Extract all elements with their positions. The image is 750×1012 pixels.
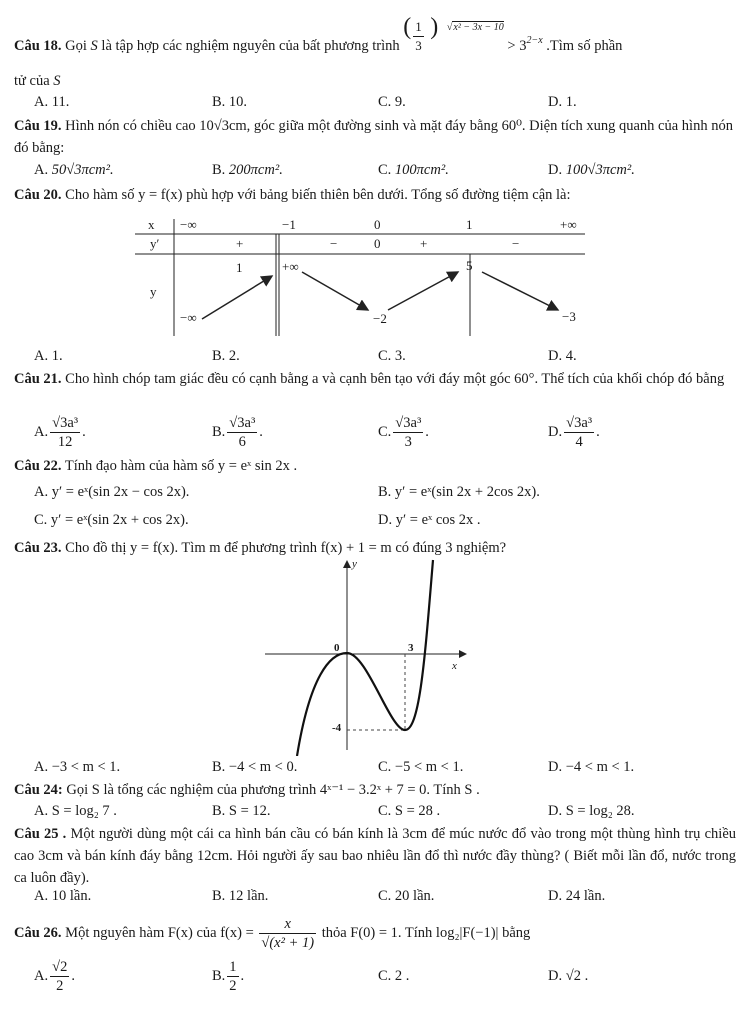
option-value: 4. bbox=[565, 348, 577, 364]
derivative-sign: − bbox=[330, 236, 338, 251]
option-a[interactable] bbox=[34, 886, 91, 906]
option-value: −3 < m < 1. bbox=[51, 759, 121, 775]
option-value: 200πcm². bbox=[228, 162, 283, 178]
question-label: Câu 24: bbox=[14, 782, 63, 798]
rhs: > 3 bbox=[507, 38, 527, 54]
option-value: 50√3πcm². bbox=[51, 162, 114, 178]
question-text: Gọi bbox=[65, 38, 87, 54]
option-d[interactable] bbox=[548, 757, 634, 777]
integrand-fraction bbox=[259, 915, 316, 952]
option-value: 3. bbox=[394, 348, 406, 364]
question-text: Một nguyên hàm F(x) của f(x) = bbox=[65, 924, 254, 941]
fraction-numerator: 1 bbox=[229, 959, 237, 975]
fraction-denominator: 6 bbox=[238, 434, 246, 450]
fraction-numerator: x bbox=[259, 915, 316, 934]
option-d[interactable]: D. $\frac{\text{√3a³}}{4}$ . bbox=[548, 415, 600, 450]
question-21 bbox=[14, 368, 736, 390]
option-a[interactable] bbox=[34, 757, 120, 777]
option-b[interactable] bbox=[212, 92, 247, 112]
option-value: 12 lần. bbox=[228, 888, 269, 904]
option-value: −5 < m < 1. bbox=[394, 759, 464, 775]
y-value: +∞ bbox=[282, 259, 299, 274]
option-label: B. bbox=[212, 162, 226, 178]
rhs-exponent: 2−x bbox=[526, 35, 543, 46]
option-label: A. bbox=[34, 162, 49, 178]
option-label: B. bbox=[212, 759, 226, 775]
option-label: B. bbox=[212, 967, 226, 984]
option-d[interactable] bbox=[548, 346, 577, 366]
option-value: 11. bbox=[51, 94, 70, 110]
table-yprime-label: y′ bbox=[150, 236, 160, 251]
fraction-denominator: 3 bbox=[415, 38, 422, 53]
option-label: C. bbox=[378, 348, 392, 364]
question-text: Một người dùng một cái ca hình bán cầu có bán kính là 3cm để múc nước đổ vào trong một thùng hình trụ chiều cao 3cm và bán kính đáy bằng 12cm. Hỏi người ấy sau bao nhiêu lần đổ thì nước đầy thùng? ( Biết mỗi lần đổ, nước trong ca luôn đầy). bbox=[14, 826, 737, 886]
option-c[interactable]: C. $\frac{\text{√3a³}}{3}$ . bbox=[378, 415, 429, 450]
option-d[interactable] bbox=[548, 801, 635, 821]
option-value: y′ = eˣ cos 2x . bbox=[395, 512, 481, 528]
fraction-denominator: 2 bbox=[56, 978, 64, 994]
option-value: 10. bbox=[228, 94, 248, 110]
fraction-numerator: √3a³ bbox=[229, 415, 256, 431]
x-tick-label: 3 bbox=[408, 642, 414, 654]
option-b[interactable] bbox=[212, 160, 283, 180]
option-label: A. bbox=[34, 423, 49, 440]
radicand: x² − 3x − 10 bbox=[453, 22, 504, 33]
option-a[interactable]: A. $\frac{\text{√3a³}}{12}$ . bbox=[34, 415, 86, 450]
increasing-arrow bbox=[388, 272, 458, 310]
question-text: thỏa F(0) = 1. Tính log₂|F(−1)| bằng bbox=[321, 924, 531, 941]
option-b[interactable] bbox=[212, 801, 271, 821]
question-19 bbox=[14, 115, 736, 159]
y-value: 5 bbox=[466, 258, 473, 273]
x-axis-label: x bbox=[452, 660, 457, 672]
y-value: 1 bbox=[236, 260, 243, 275]
option-label: B. bbox=[212, 803, 226, 819]
option-label: C. bbox=[378, 888, 392, 904]
question-26 bbox=[14, 915, 736, 952]
option-label: C. bbox=[378, 423, 392, 440]
option-c[interactable] bbox=[378, 346, 406, 366]
question-text: Cho đồ thị y = f(x). Tìm m để phương trình f(x) + 1 = m có đúng 3 nghiệm? bbox=[65, 540, 507, 556]
option-label: D. bbox=[548, 348, 563, 364]
option-value: y′ = eˣ(sin 2x − cos 2x). bbox=[51, 484, 190, 500]
option-d[interactable] bbox=[548, 886, 605, 906]
derivative-sign: − bbox=[512, 236, 520, 251]
option-label: B. bbox=[212, 348, 226, 364]
option-c[interactable] bbox=[378, 92, 406, 112]
fraction-numerator: √3a³ bbox=[566, 415, 593, 431]
option-value: S = log₂ 28. bbox=[565, 803, 635, 819]
question-label: Câu 26. bbox=[14, 924, 62, 941]
option-c[interactable] bbox=[378, 886, 434, 906]
fraction-numerator: √3a³ bbox=[395, 415, 422, 431]
option-d[interactable] bbox=[548, 92, 577, 112]
option-b[interactable] bbox=[212, 346, 240, 366]
option-value: 24 lần. bbox=[565, 888, 606, 904]
increasing-arrow bbox=[202, 276, 272, 319]
question-label: Câu 19. bbox=[14, 118, 62, 134]
option-b[interactable] bbox=[378, 482, 540, 502]
function-graph bbox=[255, 556, 475, 756]
option-value: 9. bbox=[394, 94, 406, 110]
derivative-sign: + bbox=[236, 236, 244, 251]
option-c[interactable] bbox=[378, 966, 409, 986]
option-c[interactable] bbox=[378, 757, 463, 777]
option-value: 10 lần. bbox=[51, 888, 92, 904]
question-text: tử của bbox=[14, 73, 50, 89]
option-label: A. bbox=[34, 967, 49, 984]
option-value: −4 < m < 0. bbox=[228, 759, 298, 775]
option-value: S = log₂ 7 . bbox=[51, 803, 117, 819]
question-label: Câu 25 . bbox=[14, 826, 67, 842]
y-value: −2 bbox=[373, 311, 387, 326]
option-b[interactable]: B. $\frac{1}{2}$ . bbox=[212, 959, 245, 994]
question-25 bbox=[14, 823, 736, 889]
question-22 bbox=[14, 455, 736, 477]
option-d[interactable] bbox=[548, 966, 588, 986]
question-label: Câu 21. bbox=[14, 371, 62, 387]
fraction-denominator: √(x² + 1) bbox=[261, 935, 315, 951]
option-c[interactable] bbox=[378, 160, 449, 180]
option-value: 1. bbox=[565, 94, 577, 110]
option-value: S = 12. bbox=[228, 803, 271, 819]
derivative-sign: 0 bbox=[374, 236, 381, 251]
option-label: D. bbox=[548, 423, 563, 440]
option-c[interactable] bbox=[378, 801, 440, 821]
option-label: A. bbox=[34, 888, 49, 904]
variable: S bbox=[53, 73, 61, 89]
option-b[interactable] bbox=[212, 757, 297, 777]
option-label: A. bbox=[34, 484, 49, 500]
option-value: S = 28 . bbox=[394, 803, 441, 819]
question-20 bbox=[14, 184, 736, 206]
question-text: Hình nón có chiều cao 10√3cm, góc giữa một đường sinh và mặt đáy bằng 60⁰. Diện tích xung quanh của hình nón đó bằng: bbox=[14, 118, 733, 156]
option-label: B. bbox=[212, 94, 226, 110]
question-18-line2 bbox=[14, 70, 736, 92]
x-value: 0 bbox=[374, 217, 381, 232]
fraction-denominator: 4 bbox=[575, 434, 583, 450]
fraction-numerator: √2 bbox=[52, 959, 68, 975]
option-label: D. bbox=[548, 968, 563, 984]
option-label: C. bbox=[378, 803, 392, 819]
option-label: B. bbox=[378, 484, 392, 500]
question-label: Câu 20. bbox=[14, 187, 62, 203]
option-value: 20 lần. bbox=[394, 888, 435, 904]
question-label: Câu 22. bbox=[14, 458, 62, 474]
question-text: Cho hình chóp tam giác đều có cạnh bằng a và cạnh bên tạo với đáy một góc 60°. Thể tích của khối chóp đó bằng bbox=[65, 371, 725, 387]
option-label: C. bbox=[378, 162, 392, 178]
origin-label: 0 bbox=[334, 642, 340, 654]
option-value: √2 . bbox=[565, 968, 589, 984]
question-label: Câu 18. bbox=[14, 38, 62, 54]
x-value: 1 bbox=[466, 217, 473, 232]
option-label: D. bbox=[548, 94, 563, 110]
question-18 bbox=[14, 14, 736, 59]
variable: S bbox=[90, 38, 98, 54]
option-a[interactable] bbox=[34, 801, 117, 821]
option-a[interactable] bbox=[34, 92, 69, 112]
fraction-denominator: 2 bbox=[229, 978, 237, 994]
derivative-sign: + bbox=[420, 236, 428, 251]
fraction-numerator: √3a³ bbox=[52, 415, 79, 431]
x-value: +∞ bbox=[560, 217, 577, 232]
x-value: −1 bbox=[282, 217, 296, 232]
option-value: 1. bbox=[51, 348, 63, 364]
question-text: Tính đạo hàm của hàm số y = eˣ sin 2x . bbox=[64, 458, 298, 474]
decreasing-arrow bbox=[482, 272, 558, 310]
option-b[interactable] bbox=[212, 886, 268, 906]
option-b[interactable]: B. $\frac{\text{√3a³}}{6}$ . bbox=[212, 415, 263, 450]
option-d[interactable] bbox=[378, 510, 481, 530]
option-label: C. bbox=[34, 512, 48, 528]
y-value: −∞ bbox=[180, 310, 197, 325]
option-label: A. bbox=[34, 759, 49, 775]
x-value: −∞ bbox=[180, 217, 197, 232]
option-value: y′ = eˣ(sin 2x + cos 2x). bbox=[50, 512, 189, 528]
option-a[interactable] bbox=[34, 160, 114, 180]
fraction-denominator: 12 bbox=[57, 434, 73, 450]
y-value: −3 bbox=[562, 309, 576, 324]
option-a[interactable]: A. $\frac{√2}{2}$ . bbox=[34, 959, 75, 994]
option-value: 2. bbox=[228, 348, 240, 364]
table-y-label: y bbox=[150, 284, 157, 299]
option-value: 100√3πcm². bbox=[565, 162, 635, 178]
option-label: D. bbox=[548, 888, 563, 904]
option-label: A. bbox=[34, 348, 49, 364]
option-label: A. bbox=[34, 803, 49, 819]
option-label: D. bbox=[548, 759, 563, 775]
option-a[interactable] bbox=[34, 482, 189, 502]
y-tick-label: -4 bbox=[332, 722, 342, 734]
option-label: B. bbox=[212, 423, 226, 440]
option-label: B. bbox=[212, 888, 226, 904]
option-value: 2 . bbox=[394, 968, 410, 984]
option-label: A. bbox=[34, 94, 49, 110]
question-24 bbox=[14, 779, 736, 801]
question-text: Gọi S là tổng các nghiệm của phương trình 4ˣ⁻¹ − 3.2ˣ + 7 = 0. Tính S . bbox=[66, 782, 480, 798]
exponent: √x² − 3x − 10 bbox=[446, 22, 504, 33]
question-label: Câu 23. bbox=[14, 540, 62, 556]
question-text: Cho hàm số y = f(x) phù hợp với bảng biến thiên bên dưới. Tổng số đường tiệm cận là: bbox=[65, 187, 571, 203]
variation-table bbox=[130, 214, 590, 339]
option-label: D. bbox=[378, 512, 393, 528]
option-label: D. bbox=[548, 803, 563, 819]
option-label: C. bbox=[378, 94, 392, 110]
option-value: 100πcm². bbox=[394, 162, 449, 178]
fraction-numerator: 1 bbox=[413, 18, 424, 37]
option-label: C. bbox=[378, 759, 392, 775]
base-fraction: ( $\frac{1}{3}$ ) bbox=[403, 14, 439, 53]
option-a[interactable] bbox=[34, 346, 63, 366]
option-label: C. bbox=[378, 968, 392, 984]
option-value: y′ = eˣ(sin 2x + 2cos 2x). bbox=[394, 484, 540, 500]
question-text: là tập hợp các nghiệm nguyên của bất phương trình bbox=[101, 38, 400, 54]
option-value: −4 < m < 1. bbox=[565, 759, 635, 775]
question-text: .Tìm số phần bbox=[546, 38, 623, 54]
fraction-denominator: 3 bbox=[404, 434, 412, 450]
option-d[interactable] bbox=[548, 160, 635, 180]
function-curve bbox=[297, 560, 433, 756]
y-axis-label: y bbox=[352, 558, 357, 570]
decreasing-arrow bbox=[302, 272, 368, 310]
option-c[interactable] bbox=[34, 510, 189, 530]
option-label: D. bbox=[548, 162, 563, 178]
table-x-label: x bbox=[148, 217, 155, 232]
